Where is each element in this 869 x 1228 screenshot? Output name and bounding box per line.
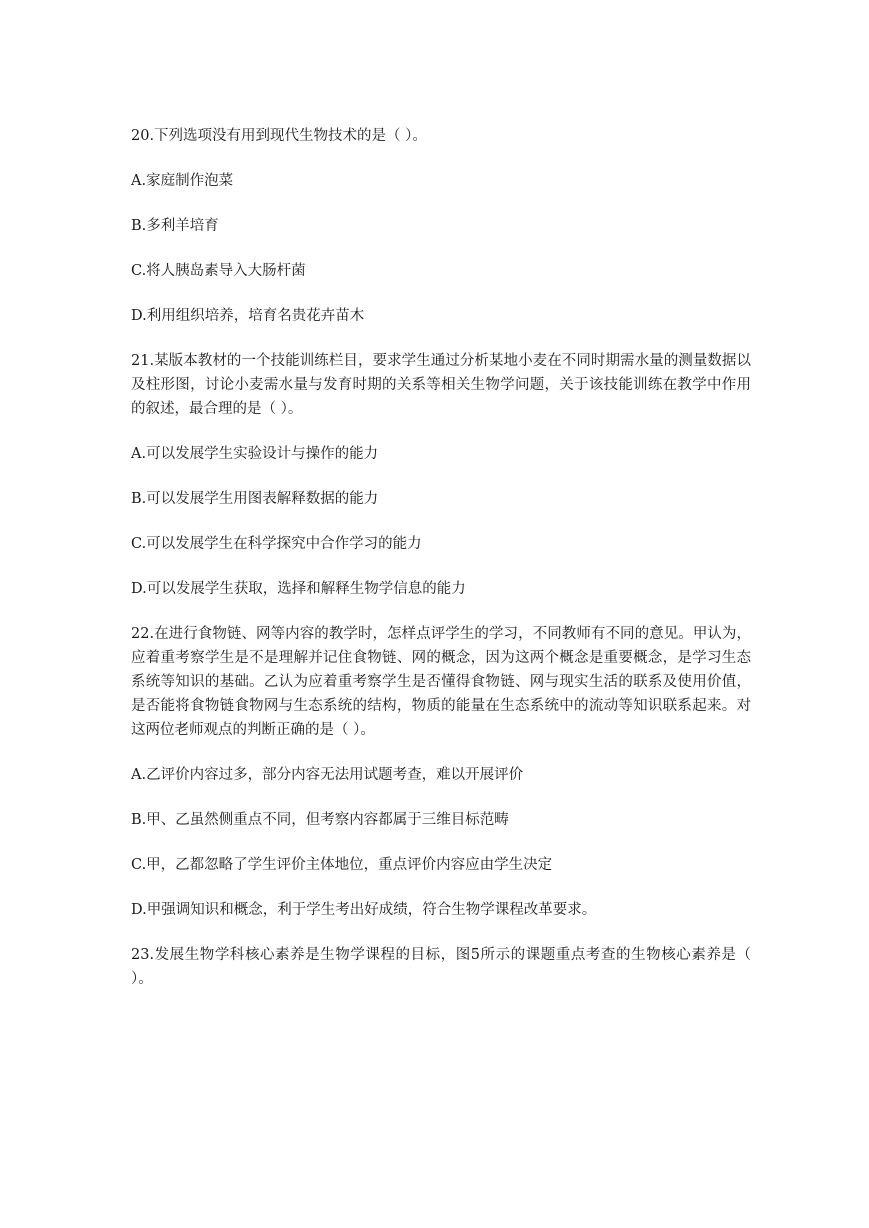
question-stem: 23.发展生物学科核心素养是生物学课程的目标，图5所示的课题重点考查的生物核心素养是（ ）。 xyxy=(131,947,751,987)
question-stem: 20.下列选项没有用到现代生物技术的是（ ）。 xyxy=(131,128,427,144)
option-a: A.家庭制作泡菜 xyxy=(131,173,234,189)
option-b: B.甲、乙虽然侧重点不同，但考察内容都属于三维目标范畴 xyxy=(131,812,509,828)
option-b: B.可以发展学生用图表解释数据的能力 xyxy=(131,491,379,507)
option-d: D.可以发展学生获取，选择和解释生物学信息的能力 xyxy=(131,581,466,597)
question-21 xyxy=(131,349,751,601)
option-a: A.乙评价内容过多，部分内容无法用试题考查，难以开展评价 xyxy=(131,767,524,783)
question-23 xyxy=(131,943,751,991)
question-stem: 21.某版本教材的一个技能训练栏目，要求学生通过分析某地小麦在不同时期需水量的测量数据以及柱形图，讨论小麦需水量与发育时期的关系等相关生物学问题，关于该技能训练在教学中作用的叙述，最合理的是（ ）。 xyxy=(131,353,751,417)
question-20 xyxy=(131,124,751,328)
option-c: C.将人胰岛素导入大肠杆菌 xyxy=(131,263,306,279)
option-c: C.可以发展学生在科学探究中合作学习的能力 xyxy=(131,536,422,552)
option-a: A.可以发展学生实验设计与操作的能力 xyxy=(131,446,379,462)
option-b: B.多利羊培育 xyxy=(131,218,219,234)
question-22 xyxy=(131,622,751,922)
option-d: D.利用组织培养，培育名贵花卉苗木 xyxy=(131,308,365,324)
page-content xyxy=(131,124,751,1012)
option-d: D.甲强调知识和概念，利于学生考出好成绩，符合生物学课程改革要求。 xyxy=(131,902,597,918)
question-stem: 22.在进行食物链、网等内容的教学时，怎样点评学生的学习，不同教师有不同的意见。甲认为，应着重考察学生是不是理解并记住食物链、网的概念，因为这两个概念是重要概念，是学习生态系统等知识的基础。乙认为应着重考察学生是否懂得食物链、网与现实生活的联系及使用价值，是否能将食物链食物网与生态系统的结构，物质的能量在生态系统中的流动等知识联系起来。对这两位老师观点的判断正确的是（ ）。 xyxy=(131,626,751,738)
option-c: C.甲，乙都忽略了学生评价主体地位，重点评价内容应由学生决定 xyxy=(131,857,553,873)
